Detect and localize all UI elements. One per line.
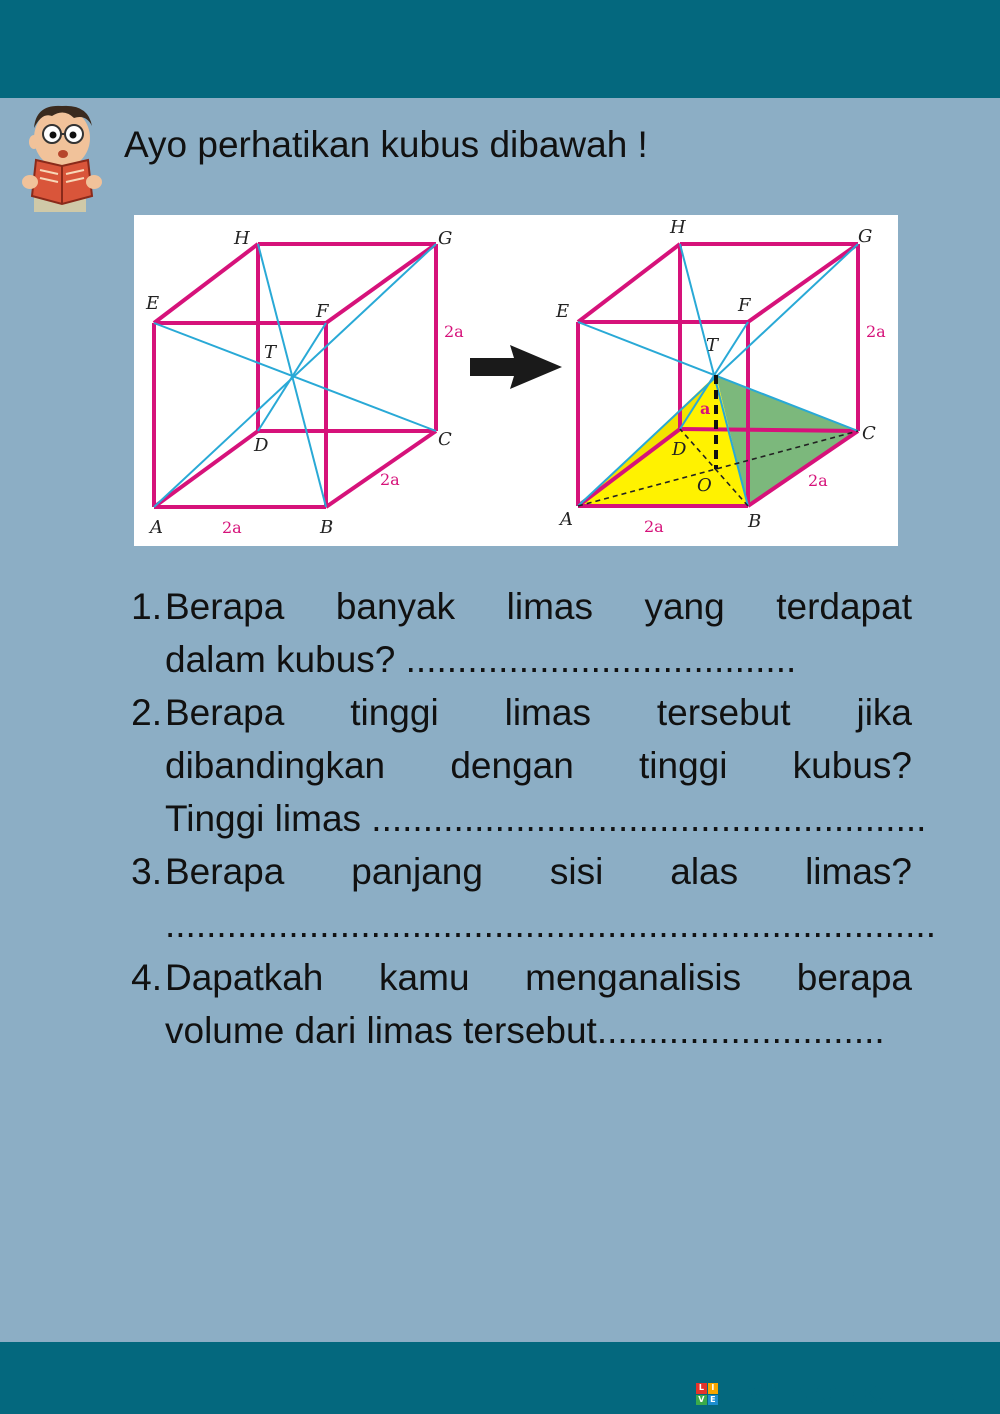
vertex-label-c-right: C	[862, 423, 876, 444]
question-list	[122, 580, 936, 1057]
edge-label-bc: 2a	[380, 470, 400, 489]
question-2	[122, 686, 927, 845]
vertex-label-d: D	[254, 435, 269, 456]
boy-reading-icon	[16, 100, 106, 212]
vertex-label-o-right: O	[697, 475, 712, 496]
vertex-label-f-right: F	[738, 295, 751, 316]
vertex-label-g-right: G	[858, 226, 873, 247]
vertex-label-e: E	[146, 293, 160, 314]
vertex-label-h-right: H	[670, 217, 686, 238]
vertex-label-d-right: D	[672, 439, 687, 460]
question-text-line: Tinggi limas ......................................................	[165, 798, 927, 839]
vertex-label-h: H	[234, 228, 250, 249]
question-text-line: Berapa panjang sisi alas limas?	[165, 851, 912, 892]
vertex-label-t: T	[264, 342, 277, 363]
liveworksheets-brand[interactable]	[696, 1374, 992, 1414]
vertex-label-b-right: B	[748, 511, 762, 532]
vertex-label-g: G	[438, 228, 453, 249]
brand-text: LIVEWORKSHEETS	[721, 1378, 992, 1410]
vertex-label-a: A	[150, 517, 163, 538]
question-text-line: dibandingkan dengan tinggi kubus?	[165, 745, 912, 786]
cube-diagram	[134, 215, 898, 546]
question-text-line: ...........................................................................	[165, 904, 936, 945]
vertex-label-f: F	[316, 301, 329, 322]
cube-figure	[134, 215, 898, 546]
question-number: 3.	[131, 851, 162, 892]
question-number: 2.	[131, 692, 162, 733]
height-label-right: a	[700, 399, 711, 418]
vertex-label-b: B	[320, 517, 334, 538]
edge-label-ab-right: 2a	[644, 517, 664, 536]
vertex-label-c: C	[438, 429, 452, 450]
right-cube	[555, 217, 886, 536]
question-number: 1.	[131, 586, 162, 627]
question-number: 4.	[131, 957, 162, 998]
edge-label-cg-right: 2a	[866, 322, 886, 341]
question-1	[122, 580, 912, 686]
vertex-label-e-right: E	[556, 301, 570, 322]
liveworksheets-logo-icon: L I V E	[696, 1383, 718, 1405]
question-3	[122, 845, 936, 951]
left-cube	[145, 228, 464, 538]
question-text-line: Berapa banyak limas yang terdapat	[165, 586, 912, 627]
edge-label-ab: 2a	[222, 518, 242, 537]
question-text-line: Berapa tinggi limas tersebut jika	[165, 692, 912, 733]
header-bar	[0, 0, 1000, 98]
edge-label-bc-right: 2a	[808, 471, 828, 490]
question-text-line: volume dari limas tersebut............................	[165, 1010, 885, 1051]
question-4	[122, 951, 912, 1057]
edge-label-cg: 2a	[444, 322, 464, 341]
question-text-line: Dapatkah kamu menganalisis berapa	[165, 957, 912, 998]
question-text-line: dalam kubus? ......................................	[165, 639, 797, 680]
vertex-label-a-right: A	[560, 509, 573, 530]
arrow-right-icon	[470, 345, 562, 389]
intro-text: Ayo perhatikan kubus dibawah !	[124, 124, 648, 165]
vertex-label-t-right: T	[706, 335, 719, 356]
